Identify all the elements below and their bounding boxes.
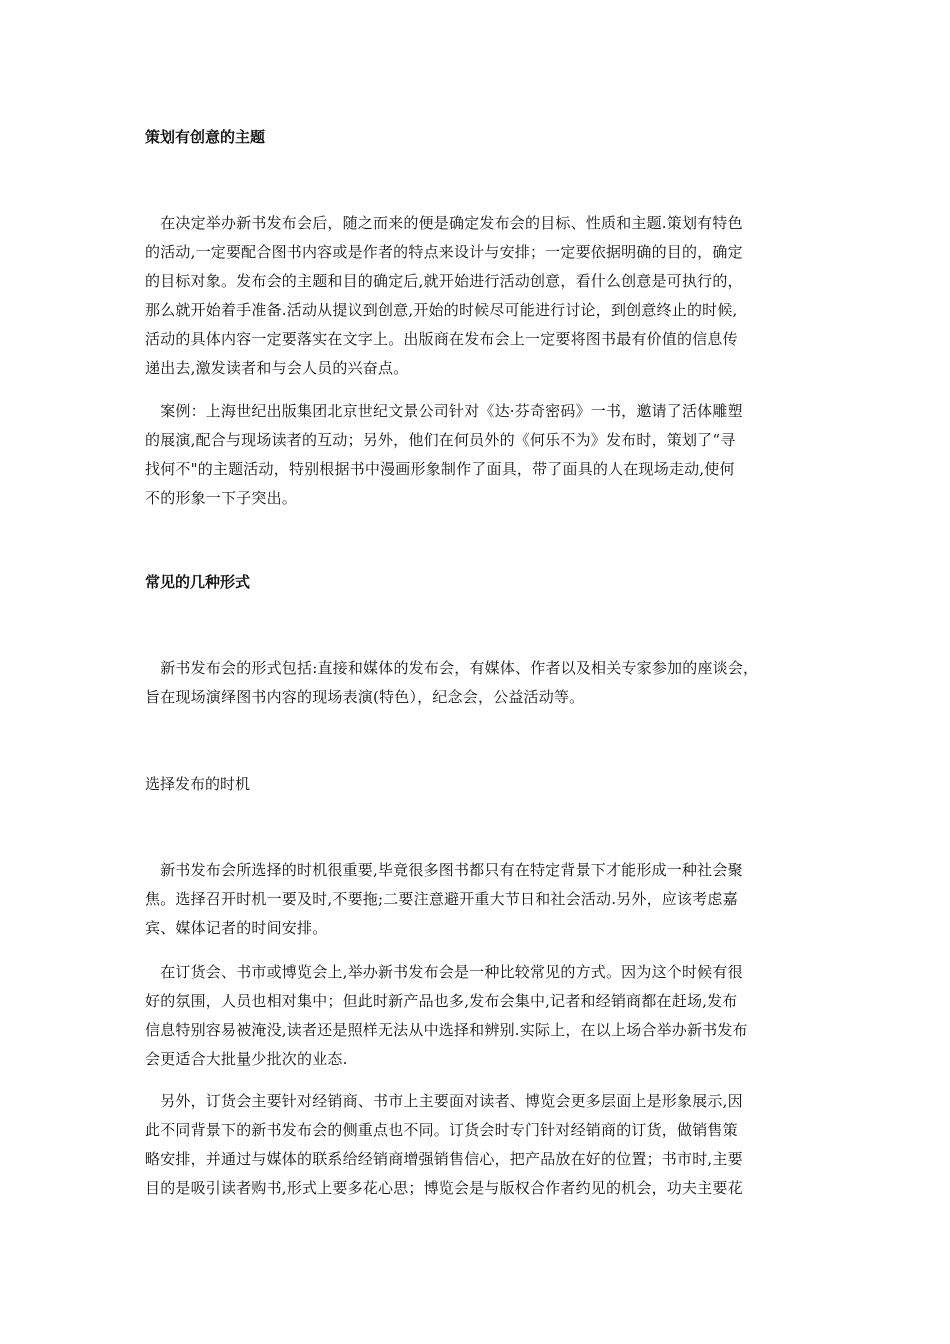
paragraph (145, 1087, 813, 1203)
text-line: 会更适合大批量少批次的业态. (145, 1050, 348, 1068)
paragraph (145, 397, 813, 513)
text-line: 在订货会、书市或博览会上,举办新书发布会是一种比较常见的方式。因为这个时候有很 (145, 963, 743, 981)
text-line: 新书发布会的形式包括:直接和媒体的发布会，有媒体、作者以及相关专家参加的座谈会， (145, 659, 759, 677)
text-line: 的目标对象。发布会的主题和目的确定后,就开始进行活动创意，看什么创意是可执行的， (145, 272, 743, 290)
text-line: 那么就开始着手准备.活动从提议到创意,开始的时候尽可能进行讨论，到创意终止的时候, (145, 301, 738, 319)
text-line: 焦。选择召开时机一要及时,不要拖;二要注意避开重大节日和社会活动.另外，应该考虑嘉 (145, 890, 738, 908)
paragraph (145, 856, 813, 943)
section-heading-theme: 策划有创意的主题 (145, 128, 266, 146)
paragraph (145, 654, 813, 712)
text-line: 此不同背景下的新书发布会的侧重点也不同。订货会时专门针对经销商的订货，做销售策 (145, 1121, 738, 1139)
text-line: 的展演,配合与现场读者的互动；另外，他们在何员外的《何乐不为》发布时，策划了“寻 (145, 431, 736, 449)
text-line: 略安排，并通过与媒体的联系给经销商增强销售信心，把产品放在好的位置；书市时,主要 (145, 1150, 743, 1168)
text-line: 找何不"的主题活动，特别根据书中漫画形象制作了面具，带了面具的人在现场走动,使何 (145, 460, 735, 478)
text-line: 活动的具体内容一定要落实在文字上。出版商在发布会上一定要将图书最有价值的信息传 (145, 330, 738, 348)
text-line: 好的氛围，人员也相对集中；但此时新产品也多,发布会集中,记者和经销商都在赶场,发布 (145, 992, 738, 1010)
text-line: 另外，订货会主要针对经销商、书市上主要面对读者、博览会更多层面上是形象展示,因 (145, 1092, 743, 1110)
paragraph (145, 958, 813, 1074)
section-heading-timing: 选择发布的时机 (145, 775, 251, 793)
text-line: 在决定举办新书发布会后，随之而来的便是确定发布会的目标、性质和主题.策划有特色 (145, 214, 743, 232)
text-line: 的活动,一定要配合图书内容或是作者的特点来设计与安排；一定要依据明确的目的，确定 (145, 243, 743, 261)
text-line: 旨在现场演绎图书内容的现场表演(特色），纪念会，公益活动等。 (145, 688, 585, 706)
text-line: 新书发布会所选择的时机很重要,毕竟很多图书都只有在特定背景下才能形成一种社会聚 (145, 861, 743, 879)
text-line: 目的是吸引读者购书,形式上要多花心思；博览会是与版权合作者约见的机会，功夫主要花 (145, 1179, 743, 1197)
text-line: 信息特别容易被淹没,读者还是照样无法从中选择和辨别.实际上，在以上场合举办新书发布 (145, 1021, 748, 1039)
text-line: 案例：上海世纪出版集团北京世纪文景公司针对《达·芬奇密码》一书，邀请了活体雕塑 (145, 402, 743, 420)
section-heading-forms: 常见的几种形式 (145, 573, 251, 591)
text-line: 不的形象一下子突出。 (145, 489, 298, 507)
text-line: 宾、媒体记者的时间安排。 (145, 919, 328, 937)
paragraph (145, 209, 813, 383)
text-line: 递出去,激发读者和与会人员的兴奋点。 (145, 359, 409, 377)
